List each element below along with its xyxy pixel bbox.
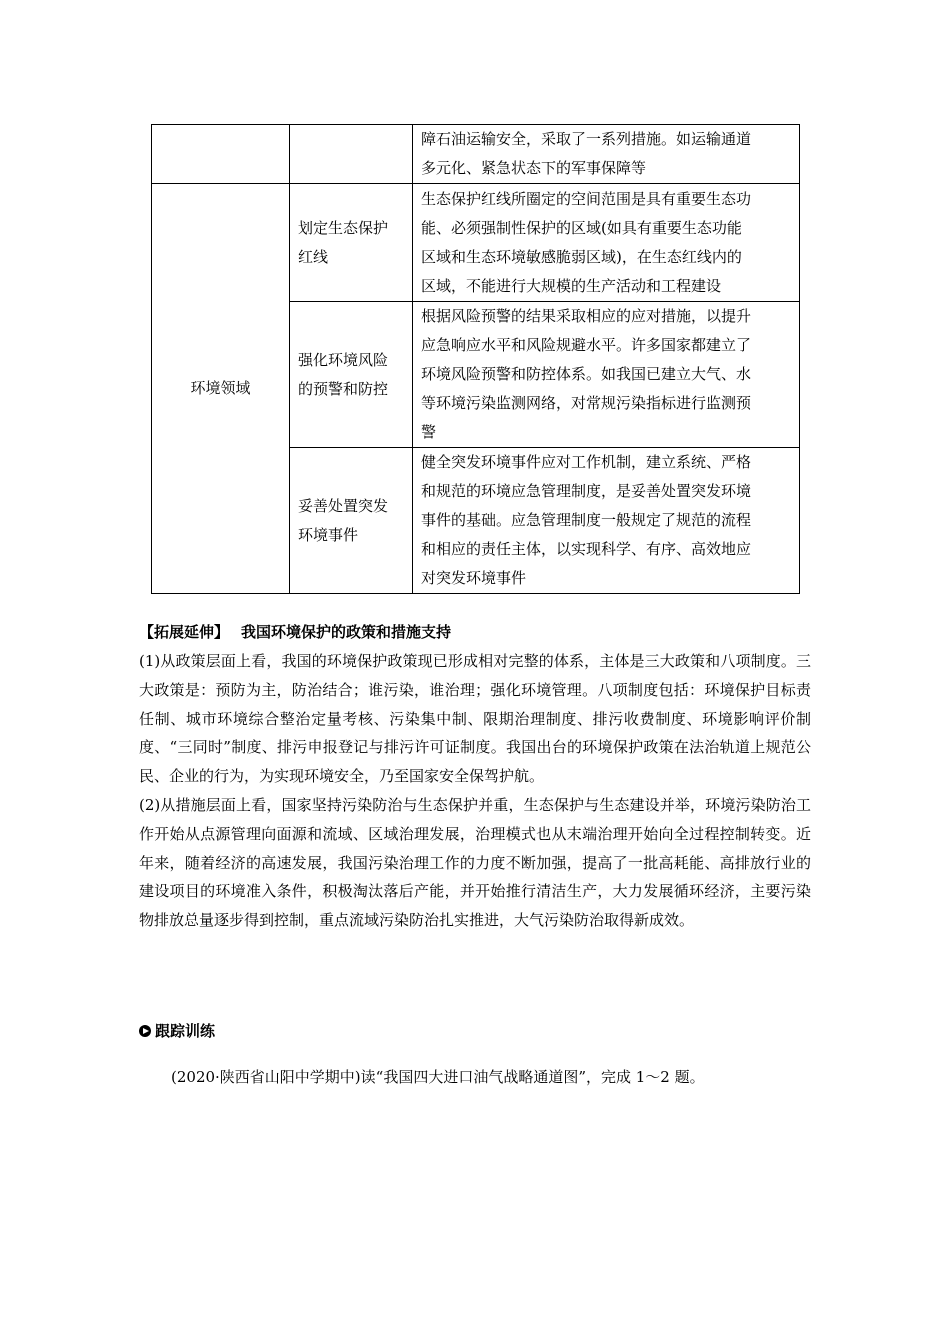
cell-line: 应急响应水平和风险规避水平。许多国家都建立了 — [421, 336, 752, 354]
table-cell-measure — [290, 302, 413, 448]
cell-line: 和相应的责任主体，以实现科学、有序、高效地应 — [421, 540, 752, 558]
table-row — [152, 125, 800, 184]
cell-line: 的预警和防控 — [298, 379, 389, 398]
table-cell-detail — [413, 448, 800, 594]
table-row — [152, 184, 800, 302]
extension-paragraph-2: (2)从措施层面上看，国家坚持污染防治与生态保护并重，生态保护与生态建设并举，环境污染防治工作开始从点源管理向面源和流域、区域治理发展，治理模式也从末端治理开始向全过程控制转变。近年来，随着经济的高速发展，我国污染治理工作的力度不断加强，提高了一批高耗能、高排放行业的建设项目的环境准入条件，积极淘汰落后产能，并开始推行清洁生产，大力发展循环经济，主要污染物排放总量逐步得到控制，重点流域污染防治扎实推进，大气污染防治取得新成效。 — [139, 795, 811, 930]
cell-line: 障石油运输安全，采取了一系列措施。如运输通道 — [421, 130, 752, 148]
table-cell-measure — [290, 184, 413, 302]
extension-heading — [139, 619, 811, 645]
table-cell-empty — [290, 125, 413, 184]
cell-line: 多元化、紧急状态下的军事保障等 — [421, 159, 647, 177]
table-cell-detail — [413, 125, 800, 184]
cell-line: 划定生态保护 — [298, 218, 389, 237]
cell-line: 区域和生态环境敏感脆弱区域)，在生态红线内的 — [421, 247, 742, 266]
table-cell-domain: 环境领域 — [152, 184, 290, 594]
cell-line: 区域，不能进行大规模的生产活动和工程建设 — [421, 276, 722, 295]
cell-line: 和规范的环境应急管理制度，是妥善处置突发环境 — [421, 482, 752, 500]
extension-tag: 【拓展延伸】 — [139, 623, 230, 641]
question-stem: (2020·陕西省山阳中学期中)读“我国四大进口油气战略通道图”，完成 1～2 题。 — [171, 1068, 705, 1086]
table-cell-detail — [413, 302, 800, 448]
table-cell-empty — [152, 125, 290, 184]
cell-line: 根据风险预警的结果采取相应的应对措施，以提升 — [421, 307, 752, 325]
cell-line: 等环境污染监测网络，对常规污染指标进行监测预 — [421, 394, 752, 412]
cell-line: 生态保护红线所圈定的空间范围是具有重要生态功 — [421, 189, 752, 208]
table-cell-detail — [413, 184, 800, 302]
tracking-heading — [139, 1020, 215, 1041]
table-cell-measure — [290, 448, 413, 594]
cell-line: 妥善处置突发 — [298, 496, 389, 515]
play-circle-icon — [139, 1025, 151, 1037]
cell-line: 事件的基础。应急管理制度一般规定了规范的流程 — [421, 511, 752, 529]
cell-line: 红线 — [298, 247, 329, 266]
cell-line: 环境风险预警和防控体系。如我国已建立大气、水 — [421, 365, 752, 383]
extension-section — [139, 619, 811, 935]
content-table — [151, 124, 800, 594]
cell-line: 环境事件 — [298, 525, 359, 544]
cell-line: 对突发环境事件 — [421, 569, 527, 587]
tracking-title: 跟踪训练 — [155, 1022, 216, 1040]
extension-paragraph-1: (1)从政策层面上看，我国的环境保护政策现已形成相对完整的体系，主体是三大政策和八项制度。三大政策是：预防为主，防治结合；谁污染，谁治理；强化环境管理。八项制度包括：环境保护目标责任制、城市环境综合整治定量考核、污染集中制、限期治理制度、排污收费制度、环境影响评价制度、“三同时”制度、排污申报登记与排污许可证制度。我国出台的环境保护政策在法治轨道上规范公民、企业的行为，为实现环境安全，乃至国家安全保驾护航。 — [139, 652, 811, 786]
extension-title: 我国环境保护的政策和措施支持 — [241, 623, 452, 641]
cell-line: 警 — [421, 423, 437, 441]
cell-line: 能、必须强制性保护的区域(如具有重要生态功能 — [421, 218, 742, 237]
cell-line: 健全突发环境事件应对工作机制，建立系统、严格 — [421, 453, 752, 471]
cell-line: 强化环境风险 — [298, 350, 389, 369]
